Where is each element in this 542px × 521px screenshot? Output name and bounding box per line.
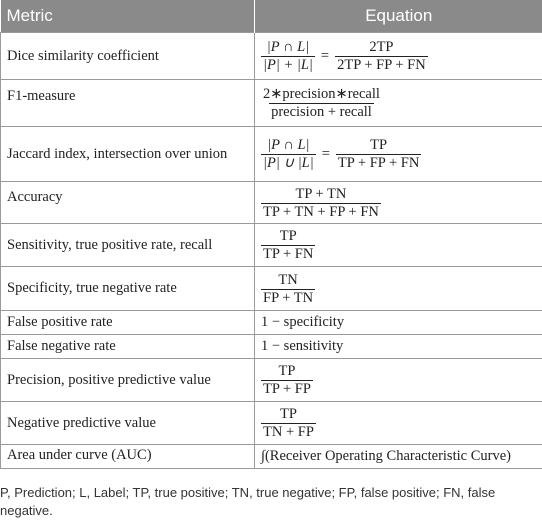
metric-cell: Jaccard index, intersection over union: [1, 127, 255, 182]
table-row: [1, 182, 542, 224]
equation: 1 − specificity: [261, 314, 345, 330]
table-row: [1, 311, 542, 335]
equation-cell: [255, 182, 542, 224]
numerator: TP: [279, 406, 297, 422]
numerator: TN: [278, 271, 298, 288]
equals-sign: =: [321, 146, 330, 162]
equation: ∫(Receiver Operating Characteristic Curve): [261, 448, 511, 464]
metric-cell: Accuracy: [1, 182, 255, 224]
denominator: TP + FN: [263, 246, 314, 262]
denominator: TN + FP: [263, 424, 314, 440]
equation: [261, 364, 313, 397]
numerator: TP: [278, 363, 296, 379]
denominator: |P| ∪ |L|: [263, 155, 314, 171]
fraction: [261, 229, 315, 262]
table-row: [1, 127, 542, 182]
fraction: [261, 187, 381, 220]
equation-cell: [255, 33, 542, 80]
equation-cell: [255, 335, 542, 359]
denominator: TP + FP: [263, 381, 311, 397]
table-header: [1, 0, 542, 33]
denominator: TP + TN + FP + FN: [263, 203, 379, 220]
metric-cell: Negative predictive value: [1, 402, 255, 445]
equation: [261, 187, 381, 220]
table-row: [1, 224, 542, 267]
fraction: [261, 87, 382, 120]
equation-cell: [255, 224, 542, 267]
equals-sign: =: [320, 48, 330, 64]
equation-cell: [255, 445, 542, 469]
equation-cell: [255, 267, 542, 311]
table-row: [1, 402, 542, 445]
fraction: [335, 40, 428, 73]
equation: [261, 273, 315, 306]
metric-column-header: Metric: [1, 0, 255, 33]
numerator: TP + TN: [295, 185, 347, 202]
metric-cell: False negative rate: [1, 335, 255, 359]
equation: 1 − sensitivity: [261, 338, 344, 354]
equation-cell: [255, 402, 542, 445]
table-row: [1, 33, 542, 80]
fraction: [261, 138, 316, 171]
metric-cell: Specificity, true negative rate: [1, 267, 255, 311]
numerator: |P ∩ L|: [267, 137, 310, 153]
metric-cell: Sensitivity, true positive rate, recall: [1, 224, 255, 267]
fraction: [261, 40, 315, 73]
table-row: [1, 335, 542, 359]
metric-cell: Precision, positive predictive value: [1, 359, 255, 402]
table-row: [1, 445, 542, 469]
equation-cell: [255, 359, 542, 402]
equation-column-header: Equation: [255, 0, 542, 33]
numerator: TP: [279, 228, 297, 244]
equation: [261, 138, 421, 171]
metric-cell: False positive rate: [1, 311, 255, 335]
fraction: [336, 138, 421, 171]
numerator: |P ∩ L|: [266, 39, 310, 55]
denominator: FP + TN: [263, 289, 314, 306]
equation: [261, 229, 315, 262]
denominator: TP + FP + FN: [337, 155, 420, 171]
denominator: 2TP + FP + FN: [337, 57, 426, 73]
denominator: |P| + |L|: [263, 57, 313, 73]
metric-cell: F1-measure: [1, 80, 255, 127]
numerator: 2TP: [369, 39, 394, 55]
numerator: 2∗precision∗recall: [263, 86, 380, 102]
equation: [261, 407, 316, 440]
metric-cell: Area under curve (AUC): [1, 445, 255, 469]
fraction: [261, 364, 313, 397]
metric-cell: Dice similarity coefficient: [1, 33, 255, 80]
table-row: [1, 267, 542, 311]
equation-cell: [255, 311, 542, 335]
equation: [261, 87, 382, 120]
table-row: [1, 359, 542, 402]
fraction: [261, 273, 315, 306]
equation: [261, 40, 428, 73]
table-footnote: P, Prediction; L, Label; TP, true positive; TN, true negative; FP, false positive; FN, false negative.: [0, 485, 496, 518]
equation-cell: [255, 127, 542, 182]
equation-cell: [255, 80, 542, 127]
table-row: [1, 80, 542, 127]
fraction: [261, 407, 316, 440]
denominator: precision + recall: [271, 104, 372, 120]
numerator: TP: [370, 137, 388, 153]
